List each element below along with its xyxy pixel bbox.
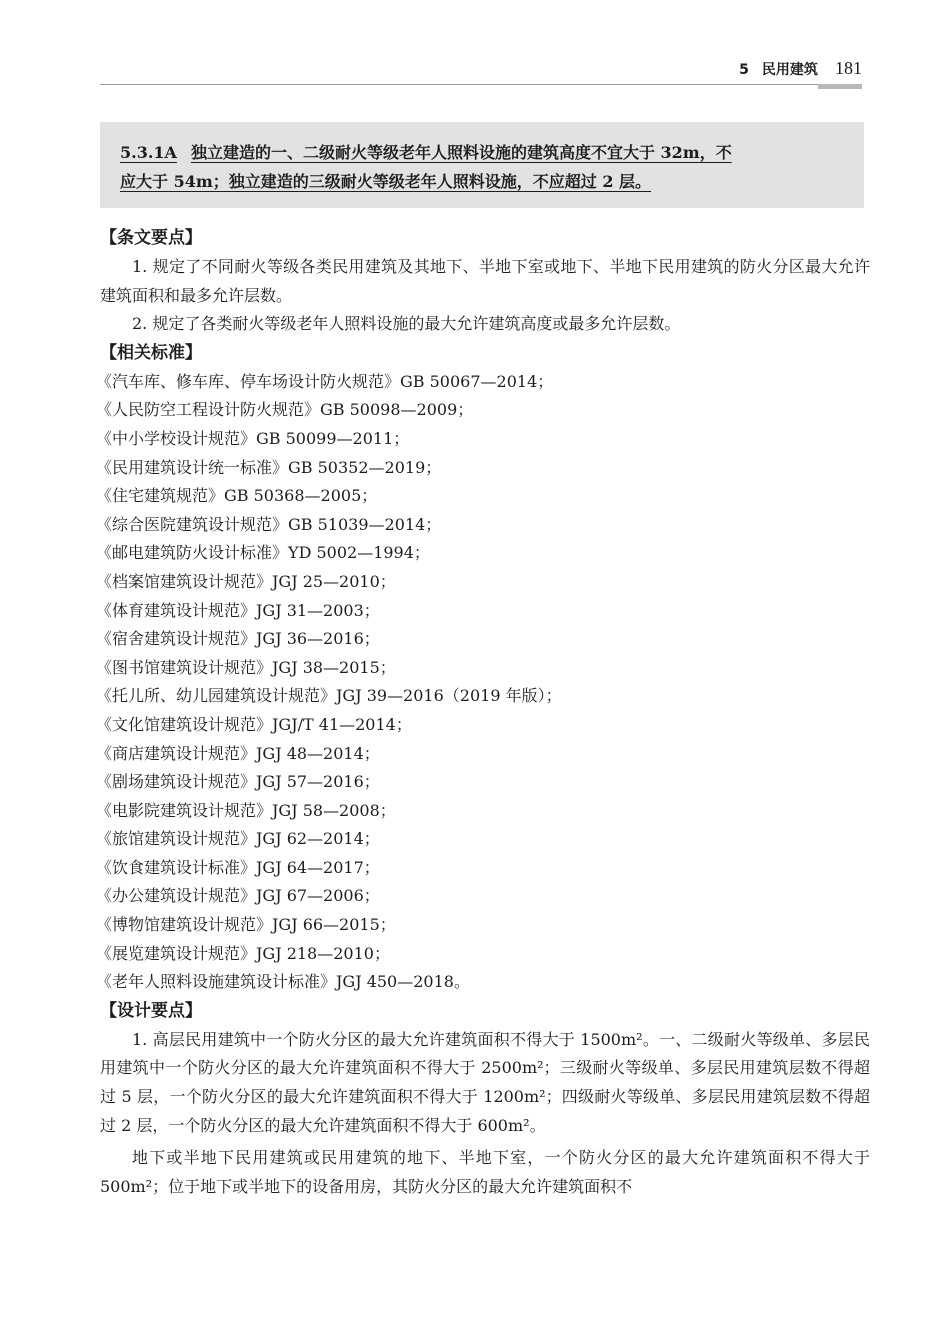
header-rule bbox=[100, 84, 862, 85]
clause-line-2: 应大于 54m；独立建造的三级耐火等级老年人照料设施，不应超过 2 层。 bbox=[120, 172, 652, 191]
clause-code: 5.3.1A bbox=[120, 143, 177, 162]
standard-item: 《综合医院建筑设计规范》GB 51039—2014； bbox=[96, 514, 442, 534]
design-paragraph: 地下或半地下民用建筑或民用建筑的地下、半地下室，一个防火分区的最大允许建筑面积不得大于 500m²；位于地下或半地下的设备用房，其防火分区的最大允许建筑面积不 bbox=[100, 1148, 870, 1196]
page-body bbox=[96, 224, 870, 1201]
chapter-number: 5 bbox=[739, 62, 749, 78]
standard-item: 《托儿所、幼儿园建筑设计规范》JGJ 39—2016（2019 年版）； bbox=[96, 686, 562, 706]
standard-item: 《办公建筑设计规范》JGJ 67—2006； bbox=[96, 886, 380, 906]
key-point-item: 2. 规定了各类耐火等级老年人照料设施的最大允许建筑高度或最多允许层数。 bbox=[132, 314, 681, 334]
header-rule-tab bbox=[818, 84, 862, 89]
standard-item: 《饮食建筑设计标准》JGJ 64—2017； bbox=[96, 857, 380, 877]
clause-text-1: 独立建造的一、二级耐火等级老年人照料设施的建筑高度不宜大于 32m，不 bbox=[190, 143, 732, 162]
standard-item: 《宿舍建筑设计规范》JGJ 36—2016； bbox=[96, 629, 380, 649]
standard-item: 《邮电建筑防火设计标准》YD 5002—1994； bbox=[96, 543, 430, 563]
clause-box bbox=[100, 122, 864, 208]
standard-item: 《展览建筑设计规范》JGJ 218—2010； bbox=[96, 943, 390, 963]
standard-item: 《汽车库、修车库、停车场设计防火规范》GB 50067—2014； bbox=[96, 371, 554, 391]
running-header bbox=[100, 58, 862, 80]
standard-item: 《中小学校设计规范》GB 50099—2011； bbox=[96, 428, 410, 448]
standard-item: 《电影院建筑设计规范》JGJ 58—2008； bbox=[96, 800, 396, 820]
design-paragraph: 1. 高层民用建筑中一个防火分区的最大允许建筑面积不得大于 1500m²。一、二级耐火等级单、多层民用建筑中一个防火分区的最大允许建筑面积不得大于 2500m²；三级耐火等级单、多层民用建筑层数不得超过 5 层，一个防火分区的最大允许建筑面积不得大于 1200m²；四级耐火等级单、多层民用建筑层数不得超过 2 层，一个防火分区的最大允许建筑面积不得大于 600m²。 bbox=[100, 1029, 870, 1135]
standard-item: 《博物馆建筑设计规范》JGJ 66—2015； bbox=[96, 915, 396, 935]
section-title-key-points: 【条文要点】 bbox=[100, 228, 202, 248]
standard-item: 《老年人照料设施建筑设计标准》JGJ 450—2018。 bbox=[96, 972, 470, 992]
chapter-title: 民用建筑 bbox=[761, 62, 818, 78]
standard-item: 《人民防空工程设计防火规范》GB 50098—2009； bbox=[96, 400, 474, 420]
section-title-related-standards: 【相关标准】 bbox=[100, 342, 202, 363]
standard-item: 《文化馆建筑设计规范》JGJ/T 41—2014； bbox=[96, 714, 412, 734]
standard-item: 《图书馆建筑设计规范》JGJ 38—2015； bbox=[96, 657, 396, 677]
page-number: 181 bbox=[835, 58, 862, 78]
section-title-design-points: 【设计要点】 bbox=[100, 1000, 202, 1021]
standard-item: 《旅馆建筑设计规范》JGJ 62—2014； bbox=[96, 829, 380, 849]
clause-line-1 bbox=[120, 138, 844, 167]
standards-list bbox=[96, 368, 870, 997]
standard-item: 《剧场建筑设计规范》JGJ 57—2016； bbox=[96, 772, 380, 792]
standard-item: 《商店建筑设计规范》JGJ 48—2014； bbox=[96, 743, 380, 763]
standard-item: 《体育建筑设计规范》JGJ 31—2003； bbox=[96, 600, 380, 620]
standard-item: 《档案馆建筑设计规范》JGJ 25—2010； bbox=[96, 571, 396, 591]
key-point-item: 1. 规定了不同耐火等级各类民用建筑及其地下、半地下室或地下、半地下民用建筑的防火分区最大允许建筑面积和最多允许层数。 bbox=[100, 257, 870, 305]
standard-item: 《民用建筑设计统一标准》GB 50352—2019； bbox=[96, 457, 442, 477]
standard-item: 《住宅建筑规范》GB 50368—2005； bbox=[96, 486, 378, 506]
